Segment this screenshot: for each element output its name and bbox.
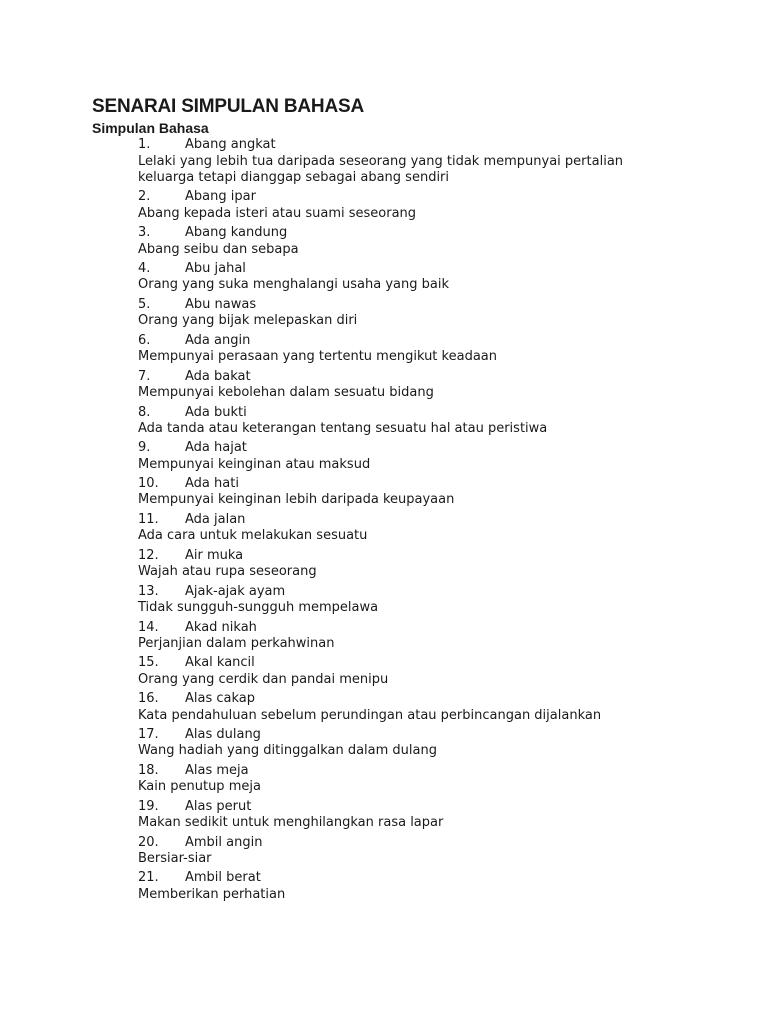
entry-number: 15.	[138, 655, 159, 671]
entry-definition: Mempunyai perasaan yang tertentu mengikut keadaan	[138, 349, 497, 365]
entry-number: 17.	[138, 727, 159, 743]
entry-term: Akad nikah	[185, 619, 257, 635]
entry-number: 6.	[138, 332, 151, 348]
entry-heading	[138, 473, 748, 493]
list-item	[138, 795, 748, 831]
entry-definition: Abang kepada isteri atau suami seseorang	[138, 205, 417, 221]
list-item	[138, 545, 748, 581]
list-item	[138, 831, 748, 867]
entry-number: 13.	[138, 583, 159, 599]
entry-term: Abu nawas	[185, 296, 257, 312]
list-item	[138, 724, 748, 760]
entry-term: Ada hajat	[185, 440, 247, 456]
entry-term: Alas perut	[185, 798, 252, 814]
entry-heading	[138, 258, 748, 278]
entry-number: 4.	[138, 261, 151, 277]
entry-term: Abang angkat	[185, 137, 276, 153]
list-item	[138, 186, 748, 222]
section-heading: Simpulan Bahasa	[92, 120, 209, 136]
entry-heading	[138, 616, 748, 636]
entry-term: Ada bukti	[185, 404, 247, 420]
entry-number: 3.	[138, 225, 151, 241]
entry-number: 5.	[138, 296, 151, 312]
entry-term: Abang ipar	[185, 189, 256, 205]
entry-heading	[138, 580, 748, 600]
entry-term: Abang kandung	[185, 225, 288, 241]
entry-heading	[138, 329, 748, 349]
list-item	[138, 473, 748, 509]
entry-heading	[138, 831, 748, 851]
entry-number: 1.	[138, 137, 151, 153]
entry-term: Ajak-ajak ayam	[185, 583, 286, 599]
entry-term: Alas dulang	[185, 727, 261, 743]
entry-term: Alas meja	[185, 762, 249, 778]
entry-number: 18.	[138, 762, 159, 778]
entry-definition: Ada tanda atau keterangan tentang sesuatu hal atau peristiwa	[138, 420, 548, 436]
entry-number: 11.	[138, 512, 159, 528]
entry-definition: Tidak sungguh-sungguh mempelawa	[138, 599, 379, 615]
entry-term: Ada jalan	[185, 512, 246, 528]
entry-heading	[138, 795, 748, 815]
entry-definition: Kata pendahuluan sebelum perundingan atau perbincangan dijalankan	[138, 707, 602, 723]
entry-number: 10.	[138, 476, 159, 492]
entry-definition: Wang hadiah yang ditinggalkan dalam dulang	[138, 743, 437, 759]
entry-definition: Mempunyai kebolehan dalam sesuatu bidang	[138, 384, 434, 400]
entry-term: Akal kancil	[185, 655, 255, 671]
entry-number: 9.	[138, 440, 151, 456]
entry-heading	[138, 365, 748, 385]
entry-heading	[138, 401, 748, 421]
entry-definition: Wajah atau rupa seseorang	[138, 564, 317, 580]
entry-definition: Makan sedikit untuk menghilangkan rasa lapar	[138, 815, 444, 831]
entry-definition: Mempunyai keinginan atau maksud	[138, 456, 371, 472]
entry-term: Ada angin	[185, 332, 251, 348]
entry-heading	[138, 724, 748, 744]
entry-number: 16.	[138, 691, 159, 707]
entry-definition: keluarga tetapi dianggap sebagai abang sendiri	[138, 169, 450, 185]
list-item	[138, 437, 748, 473]
entry-term: Ada hati	[185, 476, 239, 492]
entry-definition: Abang seibu dan sebapa	[138, 241, 299, 257]
list-item	[138, 867, 748, 903]
entry-heading	[138, 294, 748, 314]
entry-definition: Mempunyai keinginan lebih daripada keupayaan	[138, 492, 455, 508]
list-item	[138, 258, 748, 294]
list-item	[138, 222, 748, 258]
entry-term: Ada bakat	[185, 368, 251, 384]
entry-number: 12.	[138, 547, 159, 563]
entry-list	[138, 134, 748, 903]
entry-number: 19.	[138, 798, 159, 814]
entry-definition: Orang yang cerdik dan pandai menipu	[138, 671, 389, 687]
entry-heading	[138, 222, 748, 242]
list-item	[138, 134, 748, 186]
entry-number: 14.	[138, 619, 159, 635]
entry-definition: Bersiar-siar	[138, 850, 212, 866]
list-item	[138, 365, 748, 401]
entry-number: 7.	[138, 368, 151, 384]
entry-definition: Ada cara untuk melakukan sesuatu	[138, 528, 368, 544]
entry-definition: Memberikan perhatian	[138, 886, 286, 902]
list-item	[138, 294, 748, 330]
list-item	[138, 616, 748, 652]
list-item	[138, 509, 748, 545]
entry-term: Ambil berat	[185, 870, 261, 886]
entry-definition: Orang yang suka menghalangi usaha yang baik	[138, 277, 449, 293]
entry-number: 21.	[138, 870, 159, 886]
page-title: SENARAI SIMPULAN BAHASA	[92, 96, 364, 117]
entry-heading	[138, 652, 748, 672]
entry-number: 2.	[138, 189, 151, 205]
entry-heading	[138, 688, 748, 708]
entry-number: 20.	[138, 834, 159, 850]
entry-heading	[138, 437, 748, 457]
list-item	[138, 688, 748, 724]
entry-definition: Lelaki yang lebih tua daripada seseorang yang tidak mempunyai pertalian	[138, 153, 624, 169]
entry-definition: Perjanjian dalam perkahwinan	[138, 635, 335, 651]
entry-definition: Orang yang bijak melepaskan diri	[138, 313, 358, 329]
entry-term: Air muka	[185, 547, 244, 563]
entry-heading	[138, 134, 748, 154]
entry-heading	[138, 186, 748, 206]
list-item	[138, 760, 748, 796]
entry-term: Alas cakap	[185, 691, 256, 707]
list-item	[138, 652, 748, 688]
entry-heading	[138, 760, 748, 780]
entry-term: Ambil angin	[185, 834, 263, 850]
entry-heading	[138, 545, 748, 565]
entry-definition: Kain penutup meja	[138, 779, 261, 795]
entry-heading	[138, 867, 748, 887]
list-item	[138, 580, 748, 616]
list-item	[138, 401, 748, 437]
entry-heading	[138, 509, 748, 529]
entry-number: 8.	[138, 404, 151, 420]
entry-term: Abu jahal	[185, 261, 246, 277]
list-item	[138, 329, 748, 365]
